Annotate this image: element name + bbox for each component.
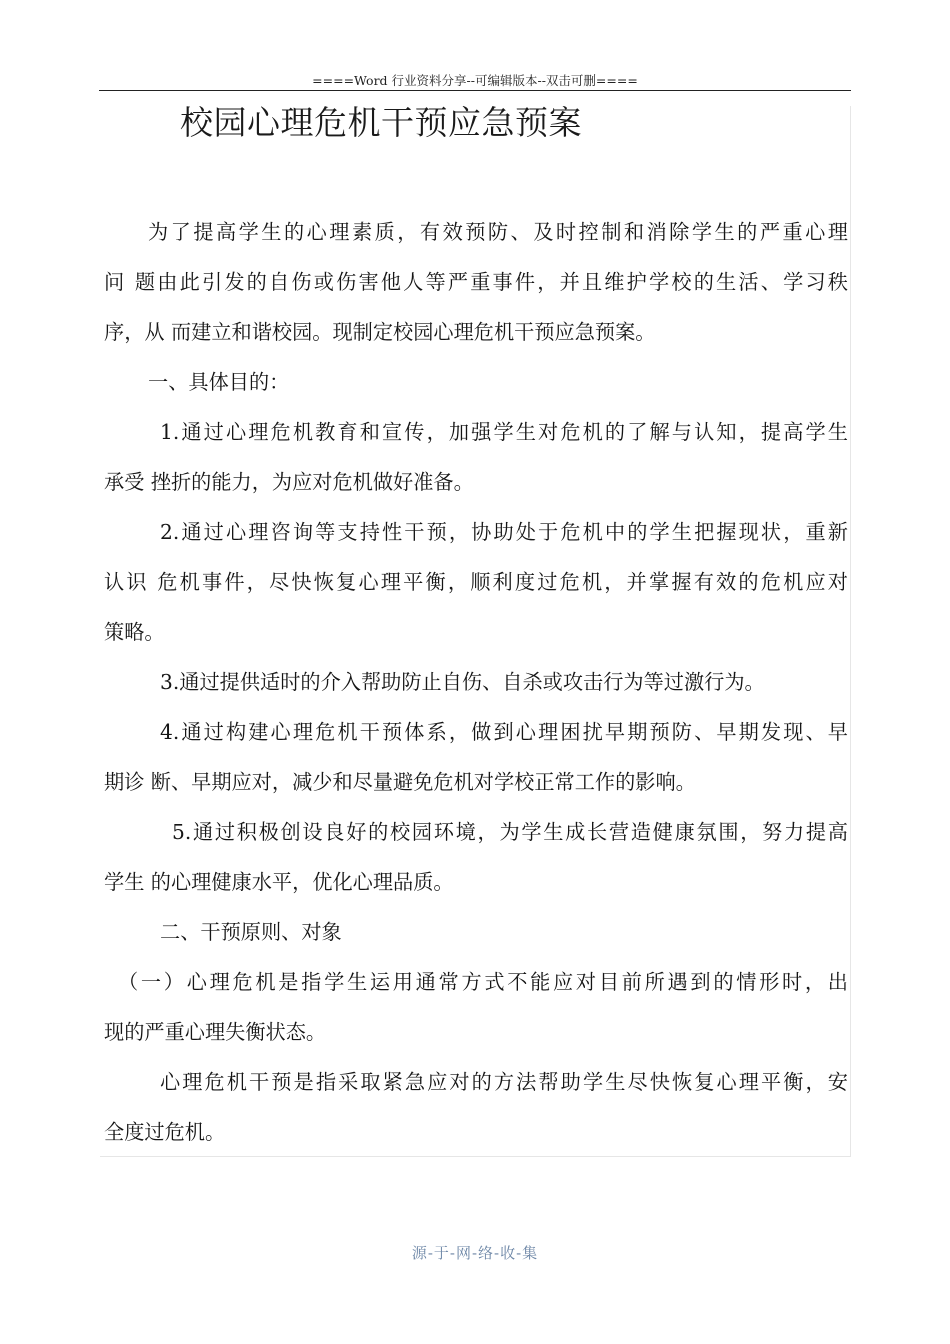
body-line: 2.通过心理咨询等支持性干预，协助处于危机中的学生把握现状，重新 xyxy=(160,520,848,544)
body-line: 4.通过构建心理危机干预体系，做到心理困扰早期预防、早期发现、早 xyxy=(160,720,848,744)
body-line: 全度过危机。 xyxy=(104,1120,226,1144)
body-line: 5.通过积极创设良好的校园环境，为学生成长营造健康氛围，努力提高 xyxy=(172,820,848,844)
header-divider xyxy=(99,90,851,91)
body-line: 一、具体目的： xyxy=(148,370,290,394)
document-title: 校园心理危机干预应急预案 xyxy=(180,103,582,142)
body-line: 二、干预原则、对象 xyxy=(160,920,342,944)
body-line: 策略。 xyxy=(104,620,165,644)
body-line: 为了提高学生的心理素质，有效预防、及时控制和消除学生的严重心理 xyxy=(148,220,848,244)
page-footer-text: 源-于-网-络-收-集 xyxy=(411,1244,539,1262)
body-line: 序，从 而建立和谐校园。现制定校园心理危机干预应急预案。 xyxy=(104,320,656,344)
page-header-text: ====Word 行业资料分享--可编辑版本--双击可删==== xyxy=(312,73,638,88)
body-line: 承受 挫折的能力，为应对危机做好准备。 xyxy=(104,470,474,494)
body-line: 认识 危机事件，尽快恢复心理平衡，顺利度过危机，并掌握有效的危机应对 xyxy=(104,570,848,594)
document-body xyxy=(104,207,848,1157)
body-line: 问 题由此引发的自伤或伤害他人等严重事件，并且维护学校的生活、学习秩 xyxy=(104,270,848,294)
body-line: 心理危机干预是指采取紧急应对的方法帮助学生尽快恢复心理平衡，安 xyxy=(160,1070,848,1094)
body-line: 学生 的心理健康水平，优化心理品质。 xyxy=(104,870,454,894)
body-line: 3.通过提供适时的介入帮助防止自伤、自杀或攻击行为等过激行为。 xyxy=(160,670,765,694)
body-line: 期诊 断、早期应对，减少和尽量避免危机对学校正常工作的影响。 xyxy=(104,770,696,794)
body-line: 1.通过心理危机教育和宣传，加强学生对危机的了解与认知，提高学生 xyxy=(160,420,848,444)
body-line: 现的严重心理失衡状态。 xyxy=(104,1020,327,1044)
body-line: （一）心理危机是指学生运用通常方式不能应对目前所遇到的情形时，出 xyxy=(118,970,848,994)
